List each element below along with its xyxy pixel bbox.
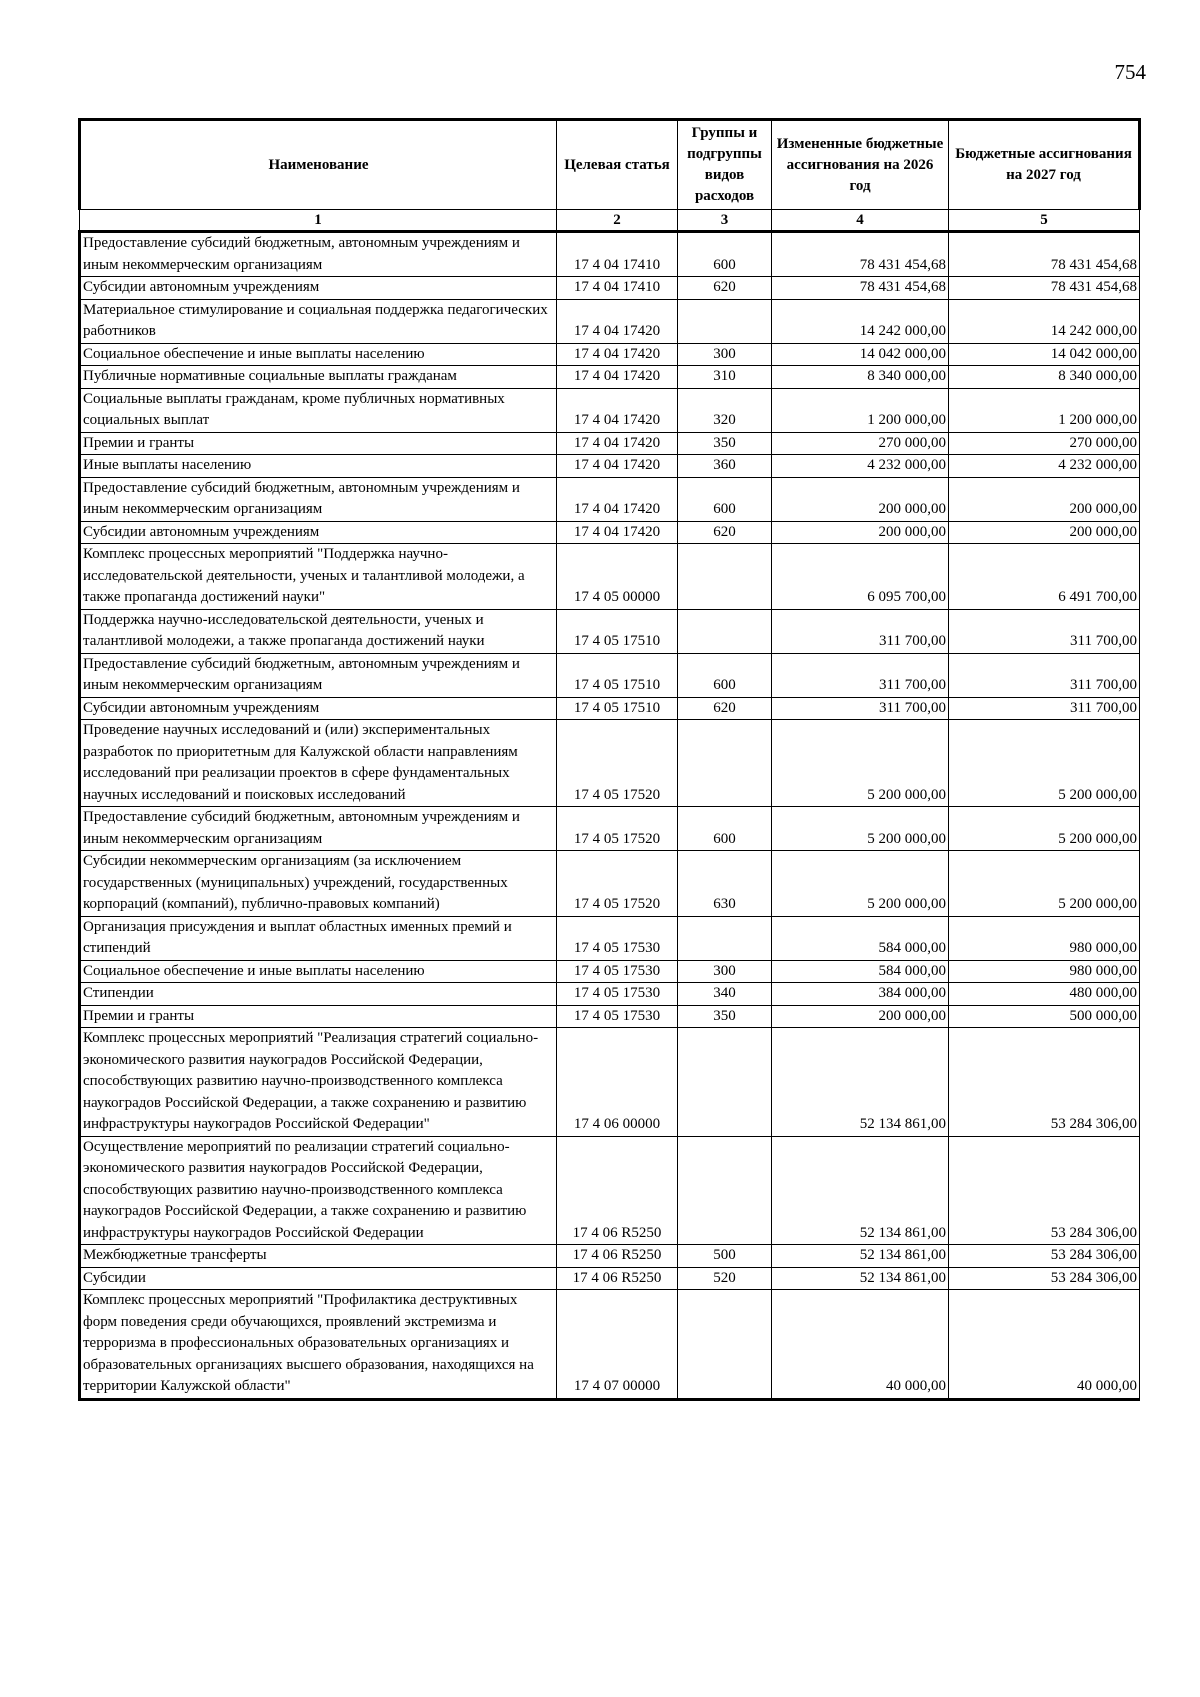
row-expense-group: 600 — [678, 653, 772, 697]
row-target-code: 17 4 05 17510 — [557, 653, 678, 697]
row-target-code: 17 4 05 17520 — [557, 851, 678, 917]
row-amount-2027: 14 042 000,00 — [949, 343, 1140, 366]
page-number: 754 — [1114, 60, 1146, 84]
row-name: Иные выплаты населению — [80, 455, 557, 478]
row-name: Межбюджетные трансферты — [80, 1245, 557, 1268]
table-row — [80, 432, 1140, 455]
row-expense-group: 520 — [678, 1267, 772, 1290]
row-expense-group: 350 — [678, 432, 772, 455]
row-amount-2026: 200 000,00 — [772, 1005, 949, 1028]
table-row — [80, 1005, 1140, 1028]
row-amount-2027: 200 000,00 — [949, 521, 1140, 544]
row-target-code: 17 4 07 00000 — [557, 1290, 678, 1400]
row-amount-2026: 8 340 000,00 — [772, 366, 949, 389]
row-expense-group: 360 — [678, 455, 772, 478]
column-number: 5 — [949, 210, 1140, 232]
table-row — [80, 960, 1140, 983]
table-row — [80, 697, 1140, 720]
row-amount-2026: 5 200 000,00 — [772, 807, 949, 851]
row-name: Поддержка научно-исследовательской деятельности, ученых и талантливой молодежи, а также пропаганда достижений науки — [80, 609, 557, 653]
row-name: Публичные нормативные социальные выплаты гражданам — [80, 366, 557, 389]
row-amount-2027: 40 000,00 — [949, 1290, 1140, 1400]
row-target-code: 17 4 05 17520 — [557, 807, 678, 851]
row-name: Социальные выплаты гражданам, кроме публичных нормативных социальных выплат — [80, 388, 557, 432]
table-row — [80, 1290, 1140, 1400]
table-row — [80, 477, 1140, 521]
row-target-code: 17 4 06 00000 — [557, 1028, 678, 1137]
row-target-code: 17 4 04 17410 — [557, 277, 678, 300]
budget-table — [78, 118, 1141, 1401]
row-name: Проведение научных исследований и (или) экспериментальных разработок по приоритетным для Калужской области направлениям исследований при реализации проектов в сфере фундаментальных научных исследований и поисковых исследований — [80, 720, 557, 807]
row-target-code: 17 4 04 17420 — [557, 388, 678, 432]
row-amount-2027: 53 284 306,00 — [949, 1028, 1140, 1137]
row-expense-group — [678, 299, 772, 343]
row-amount-2026: 14 042 000,00 — [772, 343, 949, 366]
row-expense-group: 630 — [678, 851, 772, 917]
table-row — [80, 609, 1140, 653]
row-target-code: 17 4 04 17420 — [557, 455, 678, 478]
column-number: 3 — [678, 210, 772, 232]
row-expense-group — [678, 609, 772, 653]
table-row — [80, 1245, 1140, 1268]
table-row — [80, 277, 1140, 300]
table-header-row — [80, 120, 1140, 210]
row-expense-group: 300 — [678, 960, 772, 983]
row-amount-2027: 53 284 306,00 — [949, 1245, 1140, 1268]
row-name: Предоставление субсидий бюджетным, автономным учреждениям и иным некоммерческим организациям — [80, 477, 557, 521]
row-amount-2027: 14 242 000,00 — [949, 299, 1140, 343]
table-row — [80, 521, 1140, 544]
row-name: Стипендии — [80, 983, 557, 1006]
table-row — [80, 1028, 1140, 1137]
row-amount-2027: 311 700,00 — [949, 609, 1140, 653]
row-expense-group: 620 — [678, 697, 772, 720]
row-name: Предоставление субсидий бюджетным, автономным учреждениям и иным некоммерческим организациям — [80, 807, 557, 851]
row-amount-2027: 5 200 000,00 — [949, 807, 1140, 851]
row-target-code: 17 4 04 17420 — [557, 477, 678, 521]
row-amount-2026: 52 134 861,00 — [772, 1028, 949, 1137]
row-expense-group: 350 — [678, 1005, 772, 1028]
row-amount-2027: 6 491 700,00 — [949, 544, 1140, 610]
column-number: 1 — [80, 210, 557, 232]
row-amount-2026: 1 200 000,00 — [772, 388, 949, 432]
row-amount-2027: 311 700,00 — [949, 697, 1140, 720]
row-expense-group — [678, 720, 772, 807]
row-name: Предоставление субсидий бюджетным, автономным учреждениям и иным некоммерческим организациям — [80, 653, 557, 697]
row-target-code: 17 4 05 17530 — [557, 1005, 678, 1028]
row-amount-2027: 480 000,00 — [949, 983, 1140, 1006]
table-row — [80, 851, 1140, 917]
row-name: Субсидии — [80, 1267, 557, 1290]
column-number-row — [80, 210, 1140, 232]
row-amount-2026: 311 700,00 — [772, 653, 949, 697]
table-row — [80, 653, 1140, 697]
row-expense-group — [678, 544, 772, 610]
header-amount-2026: Измененные бюджетные ассигнования на 2026 год — [772, 120, 949, 210]
row-amount-2027: 78 431 454,68 — [949, 232, 1140, 277]
row-expense-group — [678, 1028, 772, 1137]
row-name: Комплекс процессных мероприятий "Поддержка научно-исследовательской деятельности, ученых и талантливой молодежи, а также пропаганда достижений науки" — [80, 544, 557, 610]
row-amount-2027: 980 000,00 — [949, 960, 1140, 983]
row-target-code: 17 4 05 17530 — [557, 960, 678, 983]
row-target-code: 17 4 05 17530 — [557, 983, 678, 1006]
row-amount-2027: 8 340 000,00 — [949, 366, 1140, 389]
table-body — [80, 232, 1140, 1400]
table-row — [80, 720, 1140, 807]
row-expense-group: 620 — [678, 521, 772, 544]
table-row — [80, 388, 1140, 432]
row-amount-2026: 52 134 861,00 — [772, 1267, 949, 1290]
row-target-code: 17 4 05 00000 — [557, 544, 678, 610]
row-amount-2026: 52 134 861,00 — [772, 1136, 949, 1245]
row-target-code: 17 4 05 17510 — [557, 609, 678, 653]
header-name: Наименование — [80, 120, 557, 210]
row-name: Осуществление мероприятий по реализации стратегий социально-экономического развития наукоградов Российской Федерации, способствующих развитию научно-производственного комплекса наукоградов Российской Федерации, а также сохранению и развитию инфраструктуры наукоградов Российской Федерации — [80, 1136, 557, 1245]
table-row — [80, 807, 1140, 851]
table-row — [80, 1267, 1140, 1290]
row-name: Премии и гранты — [80, 432, 557, 455]
row-amount-2026: 311 700,00 — [772, 609, 949, 653]
table-row — [80, 983, 1140, 1006]
row-name: Социальное обеспечение и иные выплаты населению — [80, 343, 557, 366]
row-name: Субсидии автономным учреждениям — [80, 277, 557, 300]
row-target-code: 17 4 06 R5250 — [557, 1245, 678, 1268]
row-expense-group: 340 — [678, 983, 772, 1006]
header-code: Целевая статья — [557, 120, 678, 210]
row-target-code: 17 4 04 17420 — [557, 521, 678, 544]
row-expense-group — [678, 1290, 772, 1400]
table-row — [80, 1136, 1140, 1245]
table-row — [80, 544, 1140, 610]
row-target-code: 17 4 06 R5250 — [557, 1267, 678, 1290]
row-name: Организация присуждения и выплат областных именных премий и стипендий — [80, 916, 557, 960]
row-expense-group: 600 — [678, 232, 772, 277]
row-name: Субсидии автономным учреждениям — [80, 697, 557, 720]
row-expense-group: 600 — [678, 807, 772, 851]
row-amount-2026: 270 000,00 — [772, 432, 949, 455]
row-amount-2026: 5 200 000,00 — [772, 720, 949, 807]
row-amount-2026: 4 232 000,00 — [772, 455, 949, 478]
row-amount-2027: 53 284 306,00 — [949, 1267, 1140, 1290]
row-amount-2027: 500 000,00 — [949, 1005, 1140, 1028]
row-amount-2026: 6 095 700,00 — [772, 544, 949, 610]
table-row — [80, 366, 1140, 389]
row-name: Субсидии некоммерческим организациям (за исключением государственных (муниципальных) учреждений, государственных корпораций (компаний), публично-правовых компаний) — [80, 851, 557, 917]
row-target-code: 17 4 06 R5250 — [557, 1136, 678, 1245]
row-name: Предоставление субсидий бюджетным, автономным учреждениям и иным некоммерческим организациям — [80, 232, 557, 277]
column-number: 4 — [772, 210, 949, 232]
header-group: Группы и подгруппы видов расходов — [678, 120, 772, 210]
row-amount-2027: 78 431 454,68 — [949, 277, 1140, 300]
row-amount-2026: 52 134 861,00 — [772, 1245, 949, 1268]
row-expense-group: 500 — [678, 1245, 772, 1268]
row-amount-2026: 78 431 454,68 — [772, 277, 949, 300]
column-number: 2 — [557, 210, 678, 232]
row-target-code: 17 4 04 17410 — [557, 232, 678, 277]
row-expense-group: 320 — [678, 388, 772, 432]
row-expense-group — [678, 916, 772, 960]
row-amount-2027: 311 700,00 — [949, 653, 1140, 697]
row-target-code: 17 4 04 17420 — [557, 366, 678, 389]
row-amount-2027: 200 000,00 — [949, 477, 1140, 521]
row-amount-2027: 1 200 000,00 — [949, 388, 1140, 432]
row-target-code: 17 4 05 17510 — [557, 697, 678, 720]
table-row — [80, 343, 1140, 366]
row-name: Премии и гранты — [80, 1005, 557, 1028]
row-amount-2026: 200 000,00 — [772, 477, 949, 521]
table-row — [80, 916, 1140, 960]
row-amount-2027: 53 284 306,00 — [949, 1136, 1140, 1245]
row-amount-2027: 980 000,00 — [949, 916, 1140, 960]
row-expense-group: 310 — [678, 366, 772, 389]
row-target-code: 17 4 05 17520 — [557, 720, 678, 807]
row-expense-group: 300 — [678, 343, 772, 366]
row-name: Материальное стимулирование и социальная поддержка педагогических работников — [80, 299, 557, 343]
row-name: Комплекс процессных мероприятий "Реализация стратегий социально-экономического развития наукоградов Российской Федерации, способствующих развитию научно-производственного комплекса наукоградов Российской Федерации, а также сохранению и развитию инфраструктуры наукоградов Российской Федерации" — [80, 1028, 557, 1137]
row-expense-group: 600 — [678, 477, 772, 521]
row-amount-2026: 78 431 454,68 — [772, 232, 949, 277]
row-target-code: 17 4 04 17420 — [557, 343, 678, 366]
table-row — [80, 299, 1140, 343]
header-amount-2027: Бюджетные ассигнования на 2027 год — [949, 120, 1140, 210]
row-name: Комплекс процессных мероприятий "Профилактика деструктивных форм поведения среди обучающихся, проявлений экстремизма и терроризма в профессиональных образовательных организациях и образовательных организациях высшего образования, находящихся на территории Калужской области" — [80, 1290, 557, 1400]
table-row — [80, 232, 1140, 277]
row-amount-2027: 5 200 000,00 — [949, 851, 1140, 917]
row-amount-2026: 584 000,00 — [772, 960, 949, 983]
row-target-code: 17 4 05 17530 — [557, 916, 678, 960]
row-expense-group: 620 — [678, 277, 772, 300]
row-target-code: 17 4 04 17420 — [557, 432, 678, 455]
row-amount-2026: 584 000,00 — [772, 916, 949, 960]
row-amount-2026: 200 000,00 — [772, 521, 949, 544]
row-name: Социальное обеспечение и иные выплаты населению — [80, 960, 557, 983]
row-amount-2027: 5 200 000,00 — [949, 720, 1140, 807]
row-amount-2026: 14 242 000,00 — [772, 299, 949, 343]
row-expense-group — [678, 1136, 772, 1245]
row-amount-2026: 384 000,00 — [772, 983, 949, 1006]
row-target-code: 17 4 04 17420 — [557, 299, 678, 343]
table-row — [80, 455, 1140, 478]
row-name: Субсидии автономным учреждениям — [80, 521, 557, 544]
row-amount-2027: 4 232 000,00 — [949, 455, 1140, 478]
row-amount-2026: 40 000,00 — [772, 1290, 949, 1400]
row-amount-2026: 311 700,00 — [772, 697, 949, 720]
row-amount-2027: 270 000,00 — [949, 432, 1140, 455]
row-amount-2026: 5 200 000,00 — [772, 851, 949, 917]
